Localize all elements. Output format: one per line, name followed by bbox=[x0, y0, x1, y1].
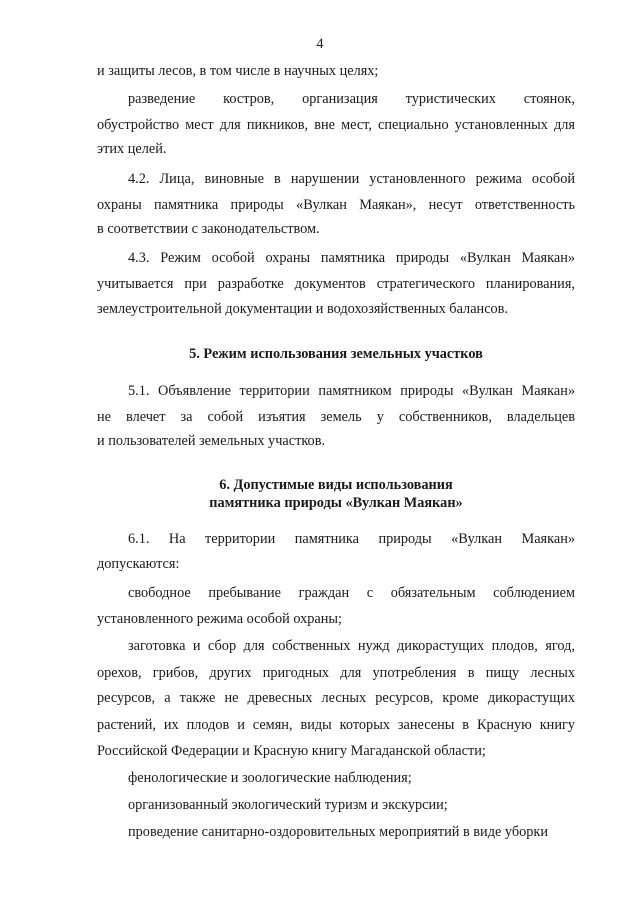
text-line: установленного режима особой охраны; bbox=[97, 611, 342, 627]
text-line: 4.2. Лица, виновные в нарушении установленного режима особой bbox=[128, 171, 575, 187]
section-6-heading-line-2: памятника природы «Вулкан Маякан» bbox=[209, 495, 463, 511]
text-line: 4.3. Режим особой охраны памятника природы «Вулкан Маякан» bbox=[128, 250, 575, 266]
text-line: охраны памятника природы «Вулкан Маякан», несут ответственность bbox=[97, 197, 575, 213]
text-line: ресурсов, а также не древесных лесных ресурсов, кроме дикорастущих bbox=[97, 690, 575, 706]
text-line: 5.1. Объявление территории памятником природы «Вулкан Маякан» bbox=[128, 383, 575, 399]
page-number: 4 bbox=[316, 36, 324, 52]
text-line: и защиты лесов, в том числе в научных целях; bbox=[97, 63, 379, 79]
text-line: заготовка и сбор для собственных нужд дикорастущих плодов, ягод, bbox=[128, 638, 575, 654]
text-line: учитывается при разработке документов стратегического планирования, bbox=[97, 276, 575, 292]
text-line: Российской Федерации и Красную книгу Магаданской области; bbox=[97, 743, 486, 759]
text-line: разведение костров, организация туристических стоянок, bbox=[128, 91, 575, 107]
text-line: фенологические и зоологические наблюдения; bbox=[128, 770, 412, 786]
text-line: не влечет за собой изъятия земель у собственников, владельцев bbox=[97, 409, 575, 425]
section-5-heading: 5. Режим использования земельных участков bbox=[189, 346, 483, 362]
text-line: свободное пребывание граждан с обязательным соблюдением bbox=[128, 585, 575, 601]
text-line: допускаются: bbox=[97, 556, 180, 572]
text-line: растений, их плодов и семян, виды которых занесены в Красную книгу bbox=[97, 717, 575, 733]
text-line: в соответствии с законодательством. bbox=[97, 221, 320, 237]
text-line: 6.1. На территории памятника природы «Вулкан Маякан» bbox=[128, 531, 575, 547]
text-line: и пользователей земельных участков. bbox=[97, 433, 326, 449]
text-line: землеустроительной документации и водохозяйственных балансов. bbox=[97, 301, 509, 317]
text-line: проведение санитарно-оздоровительных мероприятий в виде уборки bbox=[128, 824, 549, 840]
text-line: орехов, грибов, других пригодных для употребления в пищу лесных bbox=[97, 665, 575, 681]
section-6-heading-line-1: 6. Допустимые виды использования bbox=[219, 477, 453, 493]
text-line: этих целей. bbox=[97, 141, 167, 157]
text-line: обустройство мест для пикников, вне мест, специально установленных для bbox=[97, 117, 575, 133]
text-line: организованный экологический туризм и экскурсии; bbox=[128, 797, 448, 813]
